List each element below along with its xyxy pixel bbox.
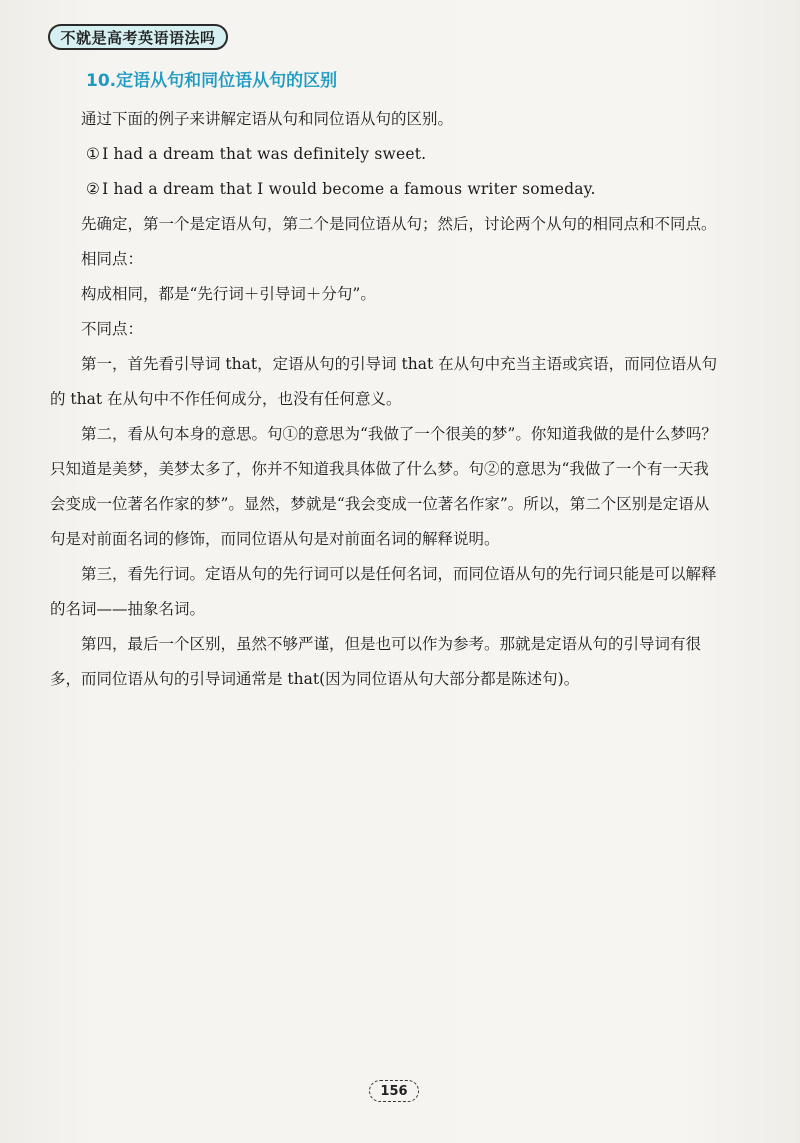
example-sentence-2 <box>50 172 718 207</box>
difference-3-paragraph: 第三，看先行词。定语从句的先行词可以是任何名词，而同位语从句的先行词只能是可以解释的名词——抽象名词。 <box>50 565 717 618</box>
page-number: 156 <box>380 1083 408 1099</box>
example-2-text: I had a dream that I would become a famous writer someday. <box>102 180 596 198</box>
difference-1-paragraph: 第一，首先看引导词 that，定语从句的引导词 that 在从句中充当主语或宾语，而同位语从句的 that 在从句中不作任何成分，也没有任何意义。 <box>50 355 718 408</box>
determine-paragraph: 先确定，第一个是定语从句，第二个是同位语从句；然后，讨论两个从句的相同点和不同点。 <box>81 215 717 233</box>
intro-paragraph: 通过下面的例子来讲解定语从句和同位语从句的区别。 <box>81 110 454 128</box>
page-number-badge <box>369 1080 419 1102</box>
example-2-marker: ② <box>86 180 101 198</box>
page-content <box>50 102 718 697</box>
similarities-heading: 相同点： <box>81 250 144 268</box>
similarities-body: 构成相同，都是“先行词＋引导词＋分句”。 <box>81 285 376 303</box>
example-1-text: I had a dream that was definitely sweet. <box>102 145 427 163</box>
book-title-tab <box>48 24 228 50</box>
book-title: 不就是高考英语语法吗 <box>60 28 216 47</box>
difference-4-paragraph: 第四，最后一个区别，虽然不够严谨，但是也可以作为参考。那就是定语从句的引导词有很多，而同位语从句的引导词通常是 that(因为同位语从句大部分都是陈述句)。 <box>50 635 702 688</box>
differences-heading: 不同点： <box>81 320 144 338</box>
example-sentence-1 <box>50 137 718 172</box>
difference-2-paragraph: 第二，看从句本身的意思。句①的意思为“我做了一个很美的梦”。你知道我做的是什么梦吗？只知道是美梦，美梦太多了，你并不知道我具体做了什么梦。句②的意思为“我做了一个有一天我会变成一位著名作家的梦”。显然，梦就是“我会变成一位著名作家”。所以，第二个区别是定语从句是对前面名词的修饰，而同位语从句是对前面名词的解释说明。 <box>50 425 717 548</box>
example-1-marker: ① <box>86 145 101 163</box>
section-title: 10.定语从句和同位语从句的区别 <box>86 71 338 91</box>
